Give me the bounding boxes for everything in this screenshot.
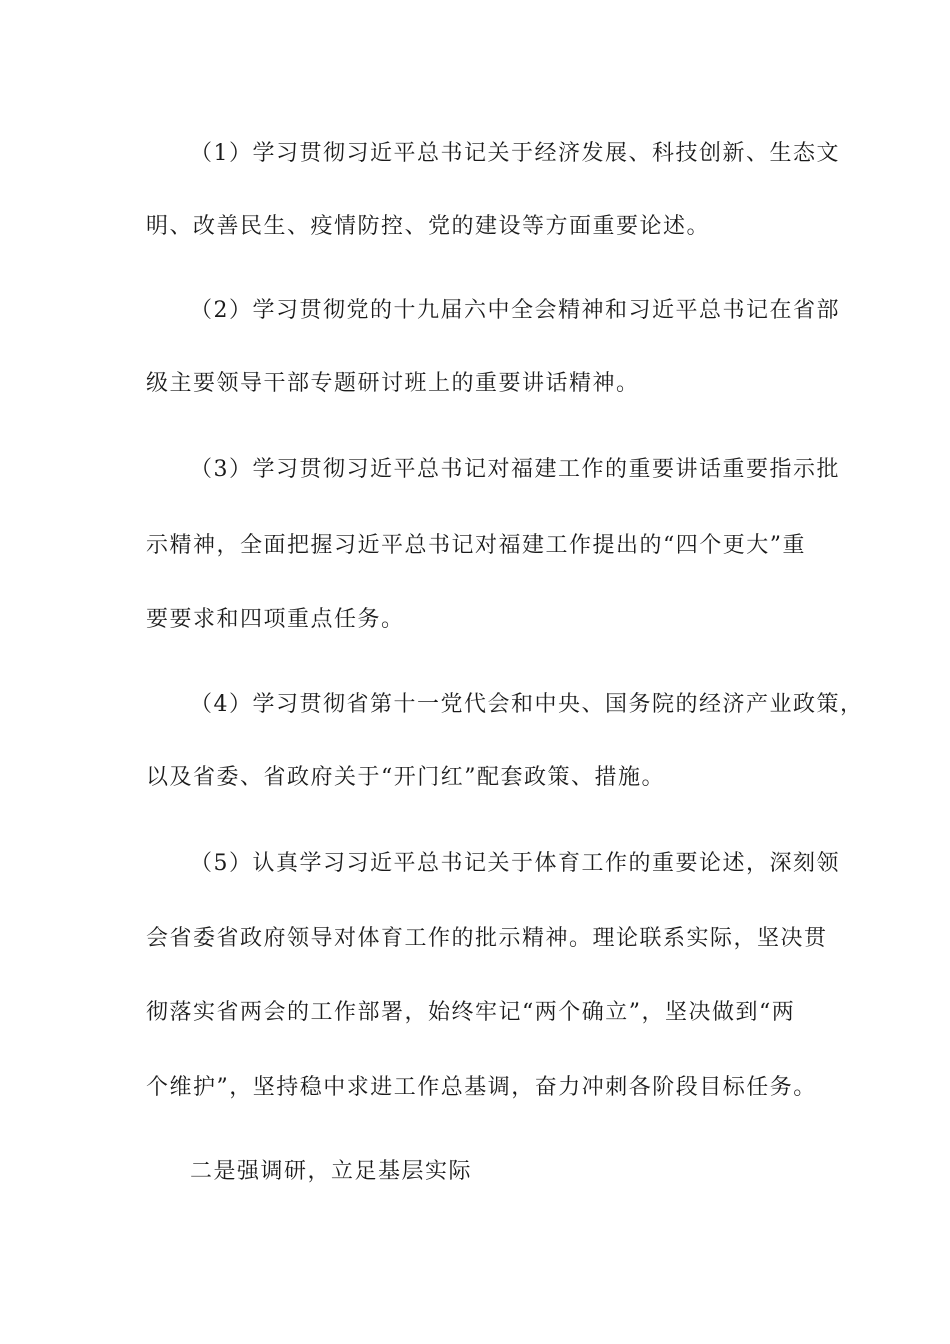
paragraph-line: （4）学习贯彻省第十一党代会和中央、国务院的经济产业政策， bbox=[190, 692, 864, 717]
paragraph-line: （1）学习贯彻习近平总书记关于经济发展、科技创新、生态文 bbox=[190, 141, 840, 166]
paragraph-line: 示精神，全面把握习近平总书记对福建工作提出的“四个更大”重 bbox=[146, 533, 806, 558]
paragraph-line: 个维护”，坚持稳中求进工作总基调，奋力冲刺各阶段目标任务。 bbox=[146, 1075, 817, 1100]
paragraph-line: 要要求和四项重点任务。 bbox=[146, 607, 405, 632]
section-heading-text: 二是强调研，立足基层实际 bbox=[190, 1159, 473, 1184]
paragraph-line: 彻落实省两会的工作部署，始终牢记“两个确立”，坚决做到“两 bbox=[146, 1000, 796, 1025]
paragraph-line: （3）学习贯彻习近平总书记对福建工作的重要讲话重要指示批 bbox=[190, 457, 840, 482]
paragraph-line: 以及省委、省政府关于“开门红”配套政策、措施。 bbox=[146, 765, 665, 790]
paragraph-line: 会省委省政府领导对体育工作的批示精神。理论联系实际，坚决贯 bbox=[146, 926, 828, 951]
paragraph-line: 明、改善民生、疫情防控、党的建设等方面重要论述。 bbox=[146, 214, 711, 239]
paragraph-line: （2）学习贯彻党的十九届六中全会精神和习近平总书记在省部 bbox=[190, 298, 840, 323]
paragraph-line: 级主要领导干部专题研讨班上的重要讲话精神。 bbox=[146, 371, 640, 396]
paragraph-line: （5）认真学习习近平总书记关于体育工作的重要论述，深刻领 bbox=[190, 851, 840, 876]
